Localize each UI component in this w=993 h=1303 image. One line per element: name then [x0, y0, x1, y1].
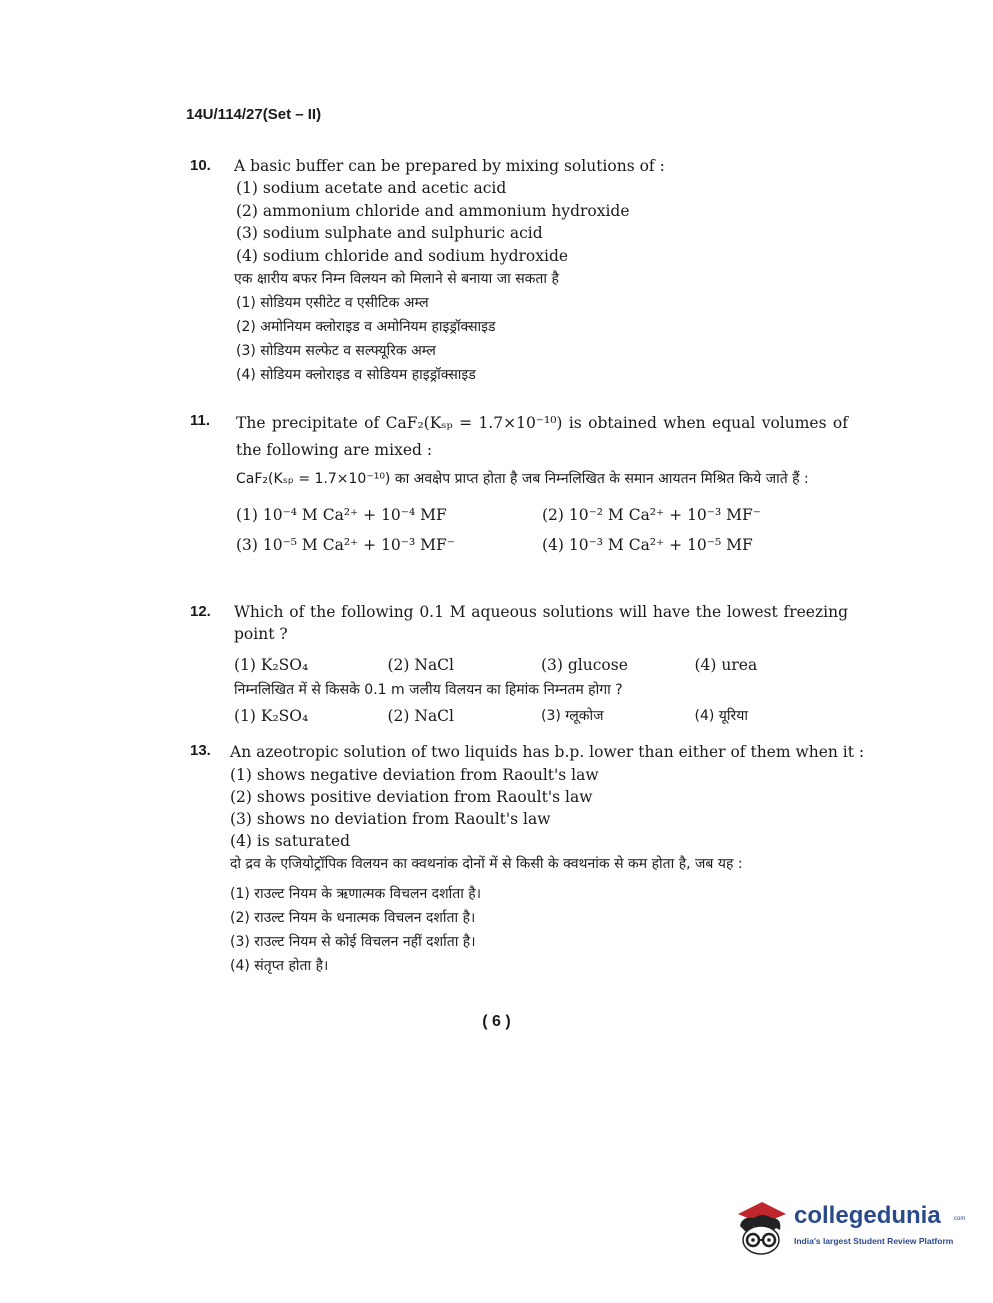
question-13 — [190, 740, 865, 978]
question-text-hi: दो द्रव के एजियोट्रॉपिक विलयन का क्वथनांक दोनों में से किसी के क्वथनांक से कम होता है, जब यह : — [230, 856, 743, 872]
option-hi-1: (1) K₂SO₄ — [234, 707, 309, 725]
logo-tagline: India's largest Student Review Platform — [794, 1236, 954, 1246]
collegedunia-logo — [732, 1196, 966, 1262]
question-11 — [190, 410, 860, 560]
page-number: ( 6 ) — [482, 1013, 511, 1030]
question-text-hi: एक क्षारीय बफर निम्न विलयन को मिलाने से बनाया जा सकता है — [234, 271, 559, 288]
option-hi-4: (4) संतृप्त होता है। — [230, 958, 329, 974]
option-hi-3: (3) राउल्ट नियम से कोई विचलन नहीं दर्शाता है। — [230, 934, 476, 950]
option-hi-2: (2) राउल्ट नियम के धनात्मक विचलन दर्शाता है। — [230, 910, 476, 926]
option-en-1: (1) sodium acetate and acetic acid — [236, 179, 507, 198]
option-hi-4: (4) सोडियम क्लोराइड व सोडियम हाइड्रॉक्साइड — [236, 367, 476, 384]
option-en-3: (3) shows no deviation from Raoult's law — [230, 810, 551, 828]
option-en-2: (2) NaCl — [387, 656, 455, 674]
question-number: 13. — [190, 742, 211, 759]
option-en-2: (2) ammonium chloride and ammonium hydroxide — [236, 201, 630, 220]
option-en-2: (2) shows positive deviation from Raoult's law — [230, 788, 593, 806]
paper-code: 14U/114/27(Set – II) — [186, 106, 322, 123]
option-2: (2) 10⁻² M Ca²⁺ + 10⁻³ MF⁻ — [542, 506, 761, 524]
option-hi-2: (2) अमोनियम क्लोराइड व अमोनियम हाइड्रॉक्साइड — [236, 319, 496, 336]
question-number: 11. — [190, 412, 211, 429]
question-10 — [190, 155, 860, 387]
question-text-en: A basic buffer can be prepared by mixing solutions of : — [234, 157, 665, 175]
option-en-3: (3) sodium sulphate and sulphuric acid — [236, 224, 543, 243]
option-hi-1: (1) सोडियम एसीटेट व एसीटिक अम्ल — [236, 295, 429, 312]
question-12 — [190, 601, 860, 729]
mascot-icon — [732, 1196, 790, 1262]
option-3: (3) 10⁻⁵ M Ca²⁺ + 10⁻³ MF⁻ — [236, 536, 455, 554]
option-en-4: (4) urea — [694, 656, 758, 674]
option-hi-1: (1) राउल्ट नियम के ऋणात्मक विचलन दर्शाता है। — [230, 886, 482, 902]
option-en-1: (1) shows negative deviation from Raoult's law — [230, 766, 599, 784]
option-en-4: (4) is saturated — [230, 832, 351, 850]
question-text-en: Which of the following 0.1 M aqueous solutions will have the lowest freezing point ? — [234, 603, 848, 643]
question-number: 12. — [190, 603, 211, 620]
option-hi-2: (2) NaCl — [387, 707, 455, 725]
logo-domain-suffix: com — [954, 1216, 966, 1222]
option-hi-3: (3) सोडियम सल्फेट व सल्फ्यूरिक अम्ल — [236, 343, 436, 360]
question-text-hi: निम्नलिखित में से किसके 0.1 m जलीय विलयन का हिमांक निम्नतम होगा ? — [234, 682, 623, 698]
option-hi-4: (4) यूरिया — [694, 708, 748, 724]
option-en-4: (4) sodium chloride and sodium hydroxide — [236, 246, 569, 265]
option-hi-3: (3) ग्लूकोज — [541, 708, 604, 724]
question-text-en: An azeotropic solution of two liquids has b.p. lower than either of them when it : — [230, 743, 865, 761]
question-number: 10. — [190, 157, 211, 174]
logo-wordmark: collegedunia — [794, 1202, 941, 1229]
question-text-hi: CaF₂(Kₛₚ = 1.7×10⁻¹⁰) का अवक्षेप प्राप्त होता है जब निम्नलिखित के समान आयतन मिश्रित किये जाते हैं : — [236, 471, 809, 487]
question-text-en: The precipitate of CaF₂(Kₛₚ = 1.7×10⁻¹⁰) is obtained when equal volumes of the following are mixed : — [236, 414, 848, 459]
option-1: (1) 10⁻⁴ M Ca²⁺ + 10⁻⁴ MF — [236, 506, 447, 524]
option-en-3: (3) glucose — [541, 656, 628, 674]
option-en-1: (1) K₂SO₄ — [234, 656, 309, 674]
option-4: (4) 10⁻³ M Ca²⁺ + 10⁻⁵ MF — [542, 536, 753, 554]
